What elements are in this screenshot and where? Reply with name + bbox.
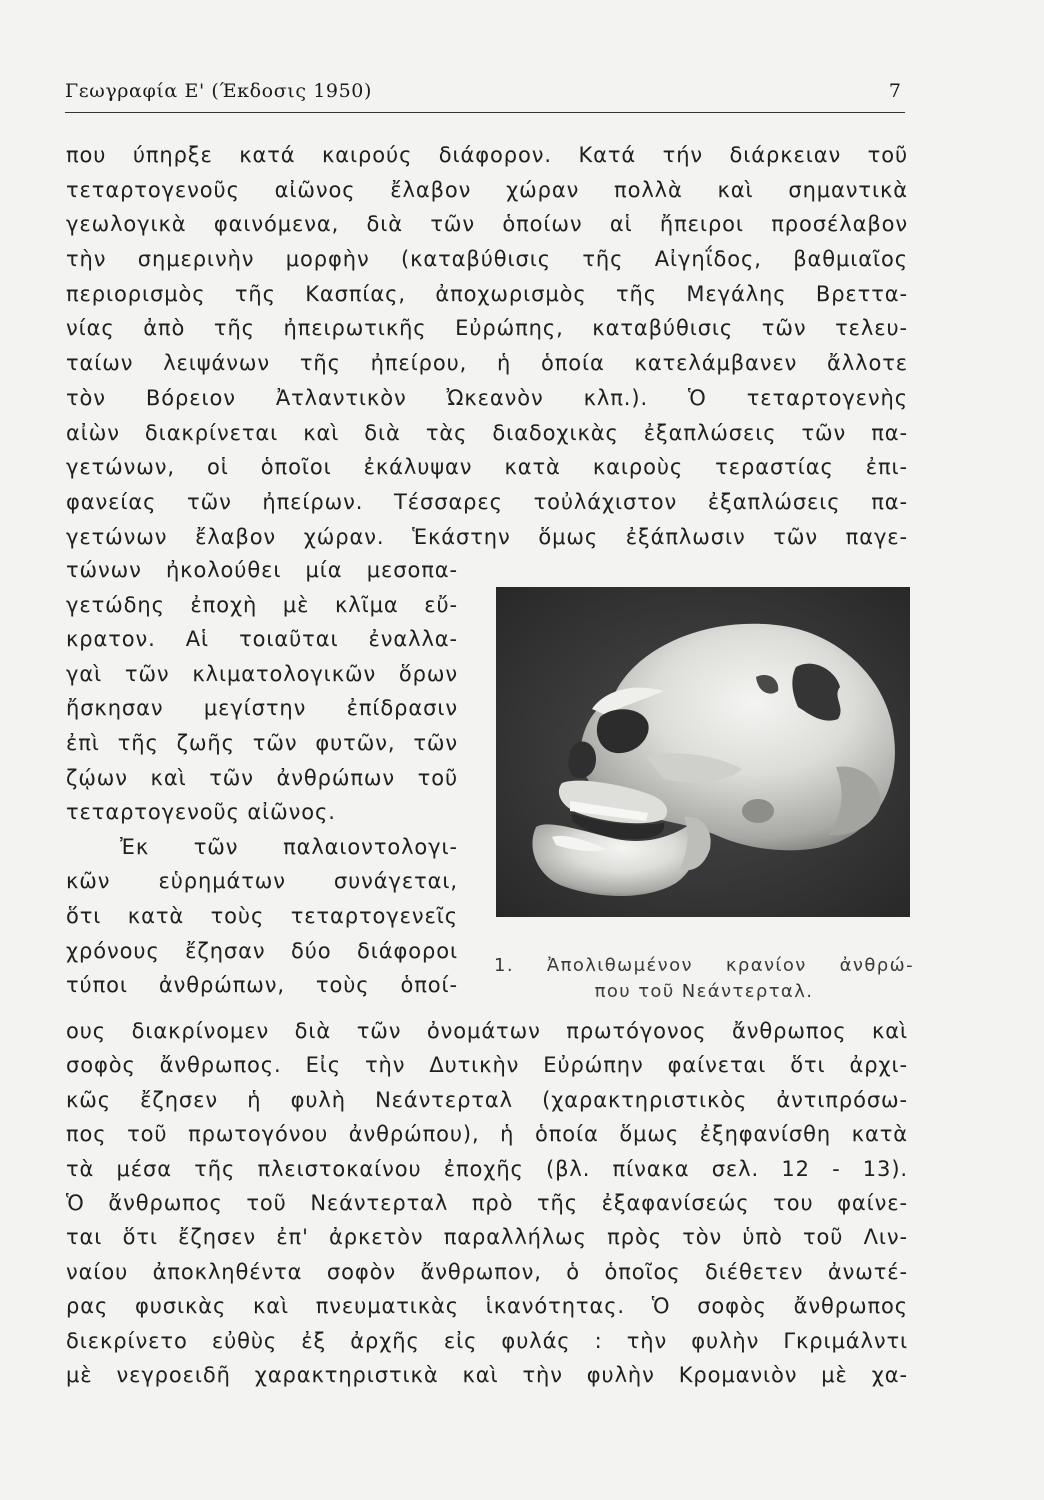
text-line: τεταρτογενοῦς αἰῶνος. [66, 800, 336, 825]
text-line: πος τοῦ πρωτογόνου ἀνθρώπου), ἡ ὁποία ὅμως ἐξηφανίσθη κατὰ [66, 1122, 908, 1147]
text-line: ἤσκησαν μεγίστην ἐπίδρασιν [66, 696, 458, 721]
text-line: περιορισμὸς τῆς Κασπίας, ἀποχωρισμὸς τῆς Μεγάλης Βρεττα- [66, 281, 908, 306]
text-line: που ύπηρξε κατά καιρούς διάφορον. Κατά τήν διάρκειαν τοῦ [66, 143, 908, 167]
bottom-paragraph [66, 1014, 908, 1392]
text-line: Ὁ ἄνθρωπος τοῦ Νεάντερταλ πρὸ τῆς ἐξαφανίσεώς του φαίνε- [66, 1190, 908, 1215]
text-line: τὰ μέσα τῆς πλειστοκαίνου ἐποχῆς (βλ. πίνακα σελ. 12 - 13). [66, 1156, 908, 1181]
text-line: γεωλογικὰ φαινόμενα, διὰ τῶν ὁποίων αἱ ἤπειροι προσέλαβον [66, 212, 908, 237]
text-line: σοφὸς ἄνθρωπος. Εἰς τὴν Δυτικὴν Εὐρώπην φαίνεται ὅτι ἀρχι- [66, 1053, 908, 1078]
text-line: μὲ νεγροειδῆ χαρακτηριστικὰ καὶ τὴν φυλὴν Κρομανιὸν μὲ χα- [66, 1362, 908, 1387]
text-line: ταίων λειψάνων τῆς ἠπείρου, ἡ ὁποία κατελάμβανεν ἄλλοτε [66, 351, 908, 376]
text-line: γετώνων ἔλαβον χώραν. Ἑκάστην ὅμως ἐξάπλωσιν τῶν παγε- [66, 524, 908, 549]
wrapped-column-text [66, 553, 458, 1003]
text-line: διεκρίνετο εὐθὺς ἐξ ἀρχῆς εἰς φυλάς : τὴν φυλὴν Γκριμάλντι [66, 1328, 908, 1353]
text-line: ους διακρίνομεν διὰ τῶν ὀνομάτων πρωτόγονος ἄνθρωπος καὶ [66, 1019, 908, 1043]
text-line: τεταρτογενοῦς αἰῶνος ἔλαβον χώραν πολλὰ καὶ σημαντικὰ [66, 177, 908, 202]
caption-line: που τοῦ Νεάντερταλ. [594, 981, 814, 1002]
text-line: τὸν Βόρειον Ἀτλαντικὸν Ὠκεανὸν κλπ.). Ὁ τεταρτογενὴς [66, 385, 908, 410]
text-line: ὅτι κατὰ τοὺς τεταρτογενεῖς [66, 903, 458, 928]
text-line: φανείας τῶν ἠπείρων. Τέσσαρες τοὐλάχιστον ἐξαπλώσεις πα- [66, 489, 908, 514]
text-line: νίας ἀπὸ τῆς ἠπειρωτικῆς Εὐρώπης, καταβύθισις τῶν τελευ- [66, 316, 908, 341]
text-line: ζῴων καὶ τῶν ἀνθρώπων τοῦ [66, 765, 458, 790]
header-title: Γεωγραφία Ε' (Έκδοσις 1950) [65, 80, 372, 102]
running-header [65, 78, 905, 113]
text-line: αἰὼν διακρίνεται καὶ διὰ τὰς διαδοχικὰς ἐξαπλώσεις τῶν πα- [66, 420, 908, 445]
text-line: κῶς ἔζησεν ἡ φυλὴ Νεάντερταλ (χαρακτηριστικὸς ἀντιπρόσω- [66, 1087, 908, 1112]
text-line: τύποι ἀνθρώπων, τοὺς ὁποί- [66, 973, 458, 998]
text-line: χρόνους ἔζησαν δύο διάφοροι [66, 938, 458, 963]
text-line: ται ὅτι ἔζησεν ἐπ' ἀρκετὸν παραλλήλως πρὸς τὸν ὑπὸ τοῦ Λιν- [66, 1225, 908, 1250]
text-line: γετώδης ἐποχὴ μὲ κλῖμα εὔ- [66, 592, 458, 617]
top-paragraph [66, 138, 908, 554]
page-number: 7 [888, 80, 901, 102]
text-line: Ἐκ τῶν παλαιοντολογι- [120, 834, 458, 859]
text-line: γαὶ τῶν κλιματολογικῶν ὅρων [66, 661, 458, 686]
text-line: κῶν εὑρημάτων συνάγεται, [66, 869, 458, 894]
neanderthal-skull-photo [496, 587, 910, 917]
text-line: ἐπὶ τῆς ζωῆς τῶν φυτῶν, τῶν [66, 730, 458, 755]
text-line: ρας φυσικὰς καὶ πνευματικὰς ἱκανότητας. Ὁ σοφὸς ἄνθρωπος [66, 1294, 908, 1319]
text-line: κρατον. Αἱ τοιαῦται ἐναλλα- [66, 627, 458, 652]
text-line: τὴν σημερινὴν μορφὴν (καταβύθισις τῆς Αἰγηΐδος, βαθμιαῖος [66, 247, 908, 272]
text-line: ναίου ἀποκληθέντα σοφὸν ἄνθρωπον, ὁ ὁποῖος διέθετεν ἀνωτέ- [66, 1259, 908, 1284]
text-line: γετώνων, οἱ ὁποῖοι ἐκάλυψαν κατὰ καιροὺς τεραστίας ἐπι- [66, 455, 908, 480]
caption-line: 1. Ἀπολιθωμένον κρανίον ἀνθρώ- [494, 955, 914, 976]
text-line: τώνων ἠκολούθει μία μεσοπα- [66, 558, 458, 582]
figure-caption [494, 953, 914, 1005]
